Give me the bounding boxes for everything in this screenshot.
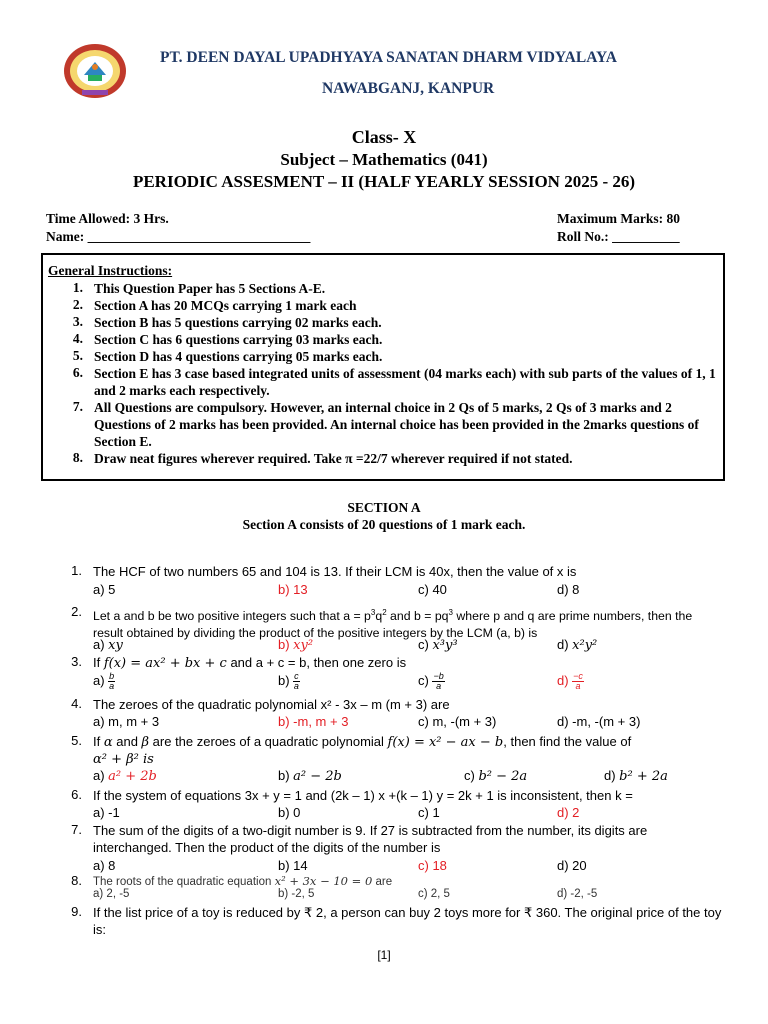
fraction: $\frac{c}{a}$ [293, 671, 299, 691]
roll-field: Roll No.: __________ [557, 229, 680, 244]
instructions-title: General Instructions: [48, 263, 173, 278]
option-c: c) 2, 5 [418, 888, 450, 900]
option-d: d) 2 [557, 805, 580, 820]
option-c: c) m, -(m + 3) [418, 714, 497, 729]
fraction: $\frac{-c}{a}$ [573, 671, 583, 691]
option-d: d) 8 [557, 582, 580, 597]
option-a: a) m, m + 3 [93, 714, 160, 729]
general-instructions-box: General Instructions: 1. This Question Paper has 5 Sections A-E. 2. Section A has 20 MCQs carrying 1 mark each 3. Section B has 5 questions carrying 02 marks each. 4. Section C has 6 questions carrying 03 marks each. 5. Section D has 4 questions carrying 05 marks each. 6. Section E has 3 case based integrated units of assessment (04 marks each) with sub parts of the values of 1, 1 and 2 marks each respectively. 7. All Questions are compulsory. However, an internal choice in 2 Qs of 5 marks, 2 Qs of 3 marks and 2 Questions of 2 marks has been provided. An internal choice has been provided in the 2marks questions of Section E. 8. Draw neat figures wherever required. Take π =22/7 wherever required if not stated. [41, 253, 725, 481]
option-d: d) -m, -(m + 3) [557, 714, 641, 729]
option-a: a) 2, -5 [93, 888, 130, 900]
exam-title: PERIODIC ASSESMENT – II (HALF YEARLY SESSION 2025 - 26) [132, 172, 636, 191]
page-number: [1] [377, 948, 391, 962]
option-a: a) xy [93, 637, 123, 653]
option-d: d) $\frac{-c}{a}$ [557, 671, 583, 691]
option-b: b) 0 [278, 805, 301, 820]
option-c: c) $\frac{-b}{a}$ [418, 671, 444, 691]
option-a: a) $\frac{b}{a}$ [93, 671, 115, 691]
time-allowed: Time Allowed: 3 Hrs. [46, 211, 169, 226]
fraction: $\frac{b}{a}$ [109, 671, 115, 691]
school-logo [62, 42, 128, 100]
option-a: a) 8 [93, 858, 116, 873]
school-location: NAWABGANJ, KANPUR [322, 80, 495, 97]
section-subtitle: Section A consists of 20 questions of 1 mark each. [242, 517, 526, 532]
option-a: a) -1 [93, 805, 120, 820]
option-d: d) -2, -5 [557, 888, 598, 900]
option-b: b) -m, m + 3 [278, 714, 349, 729]
fraction: $\frac{-b}{a}$ [433, 671, 444, 691]
option-c: c) x³y³ [418, 637, 458, 653]
option-b: b) 13 [278, 582, 308, 597]
school-name: PT. DEEN DAYAL UPADHYAYA SANATAN DHARM VIDYALAYA [160, 49, 617, 66]
option-a: a) a² + 2b [93, 768, 157, 784]
option-d: d) 20 [557, 858, 587, 873]
section-title: SECTION A [347, 500, 421, 515]
class-title: Class- X [351, 127, 417, 147]
option-a: a) 5 [93, 582, 116, 597]
option-b: b) a² − 2b [278, 768, 342, 784]
option-d: d) b² + 2a [604, 768, 668, 784]
option-b: b) -2, 5 [278, 888, 315, 900]
name-field: Name: _________________________________ [46, 229, 311, 244]
option-b: b) xy² [278, 637, 314, 653]
option-d: d) x²y² [557, 637, 598, 653]
option-c: c) b² − 2a [464, 768, 528, 784]
option-c: c) 1 [418, 805, 440, 820]
option-c: c) 40 [418, 582, 447, 597]
subject-title: Subject – Mathematics (041) [280, 150, 488, 169]
option-b: b) 14 [278, 858, 308, 873]
school-emblem-icon [62, 42, 128, 100]
option-b: b) $\frac{c}{a}$ [278, 671, 299, 691]
maximum-marks: Maximum Marks: 80 [557, 211, 680, 226]
option-c: c) 18 [418, 858, 447, 873]
